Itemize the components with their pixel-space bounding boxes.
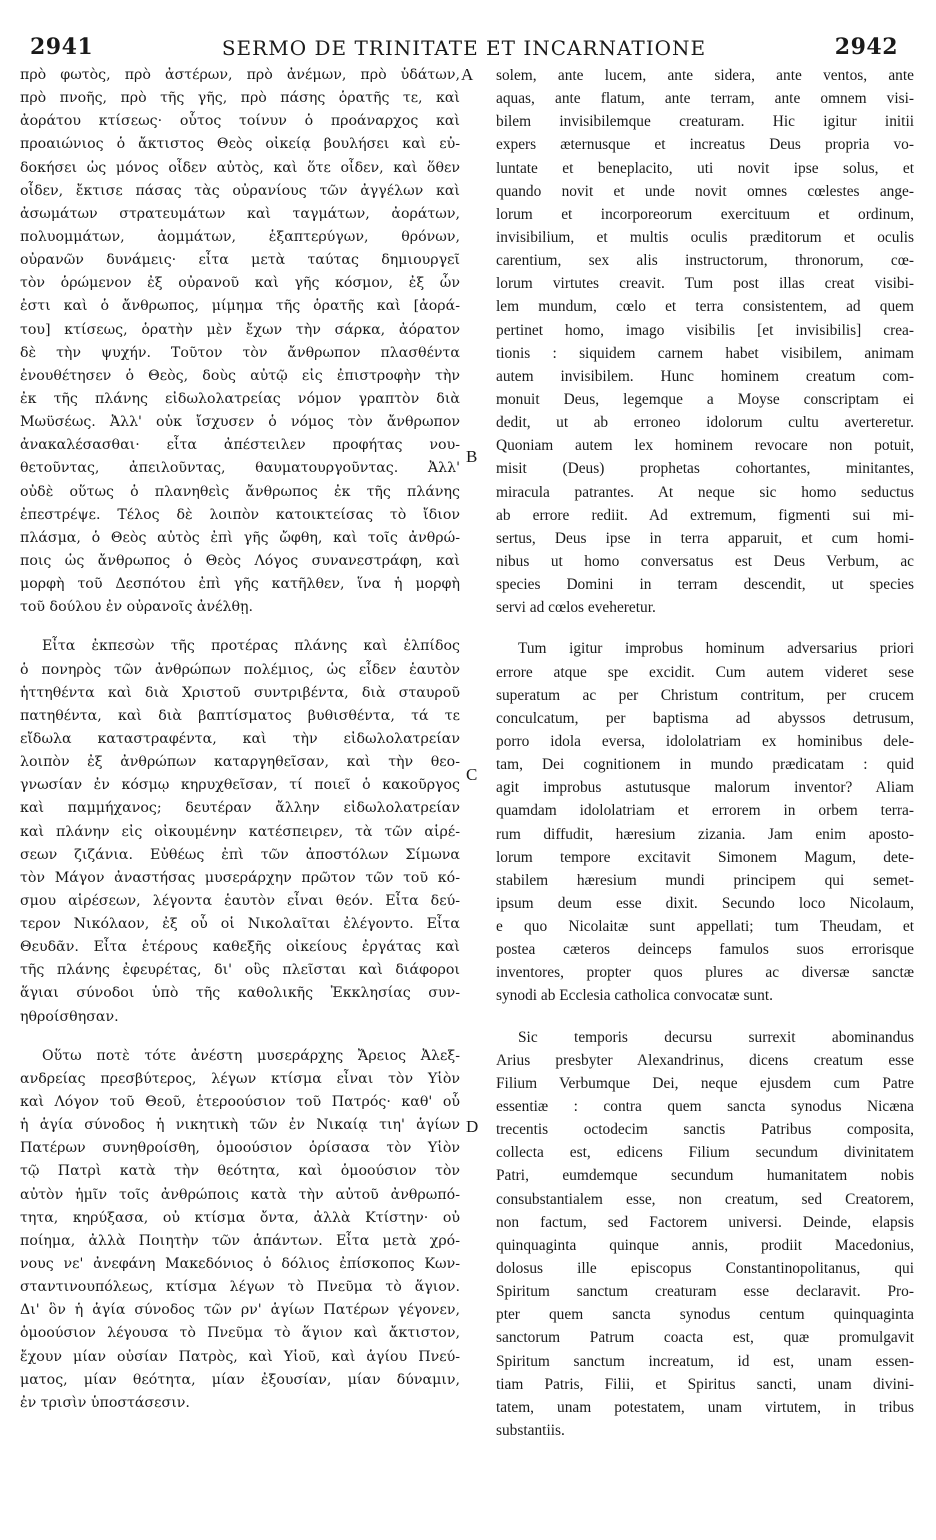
- text-line: πολυομμάτων, ἀομμάτων, ἑξαπτερύγων, θρόνων,: [20, 228, 460, 245]
- text-line: Arius presbyter Alexandrinus, dicens creatum esse: [496, 1051, 914, 1069]
- text-line: σταντινουπόλεως, κτίσμα λέγων τὸ Πνεῦμα τὸ ἅγιον.: [20, 1279, 460, 1296]
- text-line: ηθροίσθησαν.: [20, 1008, 119, 1025]
- text-line: ἔχουν μίαν οὐσίαν Πατρὸς, καὶ Υἱοῦ, καὶ ἁγίου Πνεύ-: [20, 1348, 460, 1365]
- text-line: Θευδᾶν. Εἶτα ἑτέρους καθεξῆς οἰκείους ἐργάτας καὶ: [20, 939, 460, 956]
- text-line: lorum tempore excitavit Simonem Magum, dete-: [496, 848, 914, 866]
- text-line: luntate et beneplacito, uti novit ipse solus, et: [496, 159, 914, 177]
- text-line: εἴδωλα καταστραφέντα, καὶ τὴν εἰδωλολατρείαν: [20, 730, 460, 747]
- text-line: solem, ante lucem, ante sidera, ante ventos, ante: [496, 67, 914, 84]
- text-line: porro idola eversa, idololatriam ex hominibus dele-: [496, 732, 914, 750]
- text-line: ἐκ τῆς πλάνης εἰδωλολατρείας νόμον γραπτὸν διὰ: [20, 390, 460, 407]
- text-line: καὶ Λόγον τοῦ Θεοῦ, ἑτεροούσιον τοῦ Πατρός· καθ' οὗ: [20, 1094, 460, 1111]
- text-line: Spiritum sanctum creaturam esse declaravit. Pro-: [496, 1283, 914, 1301]
- text-line: stabilem hæresium mundi principem qui semet-: [496, 871, 914, 889]
- text-line: servi ad cœlos eveheretur.: [496, 599, 656, 617]
- text-line: quinquaginta quinque annis, prodiit Macedonius,: [496, 1236, 914, 1254]
- text-line: sertus, Deus ipse in terra apparuit, et cum homi-: [496, 529, 914, 547]
- text-line: errore atque spe excidit. Cum autem videret sese: [496, 663, 914, 681]
- text-line: ποίημα, ἀλλὰ Ποιητὴν τῶν ἁπάντων. Εἶτα μετὰ χρό-: [20, 1232, 460, 1249]
- latin-paragraph-1: [496, 64, 914, 619]
- text-line: carentium, sex alis instructorum, thronorum, cœ-: [496, 252, 914, 270]
- greek-paragraph-3: [20, 1045, 460, 1415]
- text-line: e quo Nicolaitæ sunt appellati; tum Theudam, et: [496, 918, 914, 936]
- text-line: lem mundum, cœlo et terra consistentem, ad quem: [496, 298, 914, 316]
- text-line: lorum et incorporeorum exercituum et ordinum,: [496, 205, 914, 223]
- text-line: tatem, unam potestatem, unam virtutem, in tribus: [496, 1398, 914, 1416]
- paragraph-gap: [496, 1008, 914, 1026]
- latin-column: [496, 64, 914, 1442]
- text-line: τῆς πλάνης ἐφευρέτας, δι' οὓς πλεῖσται καὶ διάφοροι: [20, 962, 460, 979]
- latin-paragraph-2: [496, 637, 914, 1007]
- greek-column: [20, 64, 460, 1415]
- text-line: sanctorum Patrum coacta est, quæ promulgavit: [496, 1329, 914, 1347]
- text-line: του] κτίσεως, ὁρατὴν μὲν ἔχων τὴν σάρκα, ἀόρατον: [20, 321, 460, 338]
- text-line: lorum virtutes creavit. Tum post illas creat visibi-: [496, 275, 914, 293]
- text-line: ἀσωμάτων στρατευμάτων καὶ ταγμάτων, ἀοράτων,: [20, 205, 460, 222]
- text-line: πλάσμα, ὁ Θεὸς αὐτὸς ἐπὶ γῆς ὤφθη, καὶ τοῖς ἀνθρώ-: [20, 529, 460, 546]
- text-line: Πατέρων συνηθροίσθη, ὁμοούσιον ὁρίσασα τὸν Υἱὸν: [20, 1140, 460, 1157]
- text-line: quamdam idololatriam et errorem in orbem terra-: [496, 802, 914, 820]
- text-line: ἀνακαλέσασθαι· εἶτα ἀπέστειλεν προφήτας νου-: [20, 437, 460, 454]
- text-line: aquas, ante flatum, ante terram, ante omnem visi-: [496, 90, 914, 108]
- text-line: ἐπεστρέψε. Τέλος δὲ λοιπὸν κατοικτείσας τὸ ἴδιον: [20, 506, 460, 523]
- running-title: SERMO DE TRINITATE ET INCARNATIONE: [221, 36, 707, 60]
- text-line: ματος, μίαν θεότητα, μίαν ἐξουσίαν, μίαν δύναμιν,: [20, 1371, 460, 1388]
- text-line: synodi ab Ecclesia catholica convocatæ sunt.: [496, 987, 773, 1005]
- text-line: Εἶτα ἐκπεσὼν τῆς προτέρας πλάνης καὶ ἐλπίδος: [42, 638, 460, 655]
- text-line: Filium Verbumque Dei, neque ejusdem cum Patre: [496, 1074, 914, 1092]
- text-line: Οὕτω ποτὲ τότε ἀνέστη μυσεράρχης Ἄρειος Ἀλεξ-: [42, 1047, 460, 1064]
- text-line: conculcatum, per baptisma ad abyssos detrusum,: [496, 709, 914, 727]
- text-line: τὸν Μάγον ἀναστήσας μυσεράρχην πρῶτον τῶν τοῦ κό-: [20, 869, 460, 886]
- margin-marker-a: A: [461, 65, 474, 84]
- greek-paragraph-2: [20, 635, 460, 1028]
- text-line: σμου αἱρέσεων, λέγοντα ἑαυτὸν εἶναι θεόν. Εἶτα δεύ-: [20, 892, 460, 909]
- text-line: tiam Patris, Filii, et Spiritus sancti, unam divini-: [496, 1375, 914, 1393]
- text-line: ἡττηθέντα καὶ διὰ Χριστοῦ συντριβέντα, διὰ σταυροῦ: [20, 684, 460, 701]
- text-line: οἶδεν, ἔκτισε πάσας τὰς οὐρανίους τῶν ἀγγέλων καὶ: [20, 182, 460, 199]
- text-line: bilem invisibilemque creaturam. Hic igitur initii: [496, 113, 914, 131]
- text-line: προαιώνιος ὁ ἄκτιστος Θεὸς οἰκείᾳ βουλήσει καὶ εὐ-: [20, 136, 460, 153]
- text-line: τὸν ὁρώμενον ἐξ οὐρανοῦ καὶ γῆς κόσμον, ἐξ ὧν: [20, 275, 460, 292]
- text-line: δοκήσει ὡς μόνος οἶδεν αὐτὸς, καὶ ὅτε οἶδεν, καὶ ὅθεν: [20, 159, 460, 176]
- text-line: quando novit et unde novit omnes cœlestes ange-: [496, 182, 914, 200]
- text-line: τῷ Πατρὶ κατὰ τὴν θεότητα, καὶ ὁμοούσιον τὸν: [20, 1163, 460, 1180]
- text-line: ipsum deum esse dixit. Secundo loco Nicolaum,: [496, 894, 914, 912]
- text-line: pter quem sancta synodus centum quinquaginta: [496, 1306, 914, 1324]
- text-line: οὐδὲ οὕτως ὁ πλανηθεὶς ἄνθρωπος ἐκ τῆς πλάνης: [20, 483, 460, 500]
- text-line: καὶ πλάνην εἰς οἰκουμένην κατέσπειρεν, τὰ τῶν αἱρέ-: [20, 823, 460, 840]
- text-line: essentiæ : contra quem sancta synodus Nicæna: [496, 1098, 914, 1116]
- right-column-number: 2942: [834, 34, 898, 60]
- text-line: τητα, κηρύξασα, οὐ κτίσμα ὄντα, ἀλλὰ Κτίστην· οὐ: [20, 1209, 460, 1226]
- text-line: καὶ παμμήχανος; δευτέραν ἄλλην εἰδωλολατρείαν: [20, 800, 460, 817]
- text-line: Sic temporis decursu surrexit abominandus: [518, 1028, 914, 1046]
- text-line: non factum, sed Factorem universi. Deinde, elapsis: [496, 1213, 914, 1231]
- text-line: Quoniam autem lex hominem revocare non potuit,: [496, 437, 914, 455]
- greek-paragraph-1: [20, 64, 460, 619]
- text-line: πρὸ πνοῆς, πρὸ τῆς γῆς, πρὸ πάσης ὁρατῆς τε, καὶ: [20, 90, 460, 107]
- text-line: δὲ τὴν ψυχήν. Τοῦτον τὸν ἄνθρωπον πλασθέντα: [20, 344, 460, 361]
- text-line: tam, Dei cognitionem in mundo prædicatam : quid: [496, 756, 914, 774]
- text-line: Tum igitur improbus hominum adversarius priori: [518, 640, 914, 658]
- text-line: autem invisibilem. Hunc hominem creatum com-: [496, 367, 914, 385]
- text-line: μορφὴ τοῦ Δεσπότου ἐπὶ γῆς κατῆλθεν, ἵνα ἡ μορφὴ: [20, 576, 460, 593]
- text-line: postea cæteros deinceps famulos suos errorisque: [496, 941, 914, 959]
- text-line: species Domini in terram descendit, ut species: [496, 576, 914, 594]
- text-line: agit improbus astutusque malorum inventor? Aliam: [496, 779, 914, 797]
- text-line: invisibilium, et multis oculis præditorum et oculis: [496, 228, 914, 246]
- text-line: ἡ ἁγία σύνοδος ἡ νικητικὴ τῶν ἐν Νικαίᾳ τιη' ἁγίων: [20, 1117, 460, 1134]
- latin-paragraph-3: [496, 1026, 914, 1443]
- text-line: dedit, ut ab erroneo idolorum cultu averteretur.: [496, 414, 914, 432]
- text-line: nibus ut homo conversatus est Deus Verbum, ac: [496, 552, 914, 570]
- text-line: Patri, eumdemque secundum humanitatem nobis: [496, 1167, 914, 1185]
- text-line: expers æternusque et increatus Deus propria vo-: [496, 136, 914, 154]
- text-line: σεων ζιζάνια. Εὐθέως ἐπὶ τῶν ἀποστόλων Σίμωνα: [20, 846, 460, 863]
- text-line: ὁ πονηρὸς τῶν ἀνθρώπων πολέμιος, ὡς εἶδεν ἑαυτὸν: [20, 661, 460, 678]
- text-line: ανδρείας πρεσβύτερος, λέγων κτίσμα εἶναι τὸν Υἱὸν: [20, 1070, 460, 1087]
- text-line: θετοῦντας, ἀπειλοῦντας, θαυματουργοῦντας. Ἀλλ': [20, 460, 460, 477]
- text-line: ab errore rediit. Ad extremum, figmenti sui mi-: [496, 506, 914, 524]
- text-line: πρὸ φωτὸς, πρὸ ἀστέρων, πρὸ ἀνέμων, πρὸ ὑδάτων,: [20, 67, 460, 83]
- paragraph-gap: [20, 1029, 460, 1045]
- text-line: consubstantialem esse, non creatum, sed Creatorem,: [496, 1190, 914, 1208]
- page-header: [30, 34, 898, 62]
- paragraph-gap: [496, 619, 914, 637]
- text-line: superatum ac per Christum contritum, per crucem: [496, 686, 914, 704]
- text-line: collecta est, edicens Filium secundum divinitatem: [496, 1144, 914, 1162]
- text-line: trecentis octodecim sanctis Patribus composita,: [496, 1121, 914, 1139]
- text-line: pertinet homo, imago visibilis [et invisibilis] crea-: [496, 321, 914, 339]
- margin-marker-d: D: [466, 1117, 479, 1136]
- text-line: inventores, propter quos plures ac diversæ sanctæ: [496, 964, 914, 982]
- text-line: tionis : siquidem carnem habet visibilem, animam: [496, 344, 914, 362]
- text-line: αὐτὸν ἡμῖν τοῖς ἀνθρώποις κατὰ τὴν αὐτοῦ ἀνθρωπό-: [20, 1186, 460, 1203]
- text-line: misit (Deus) prophetas cohortantes, minitantes,: [496, 460, 914, 478]
- text-line: ἅγιαι σύνοδοι ὑπὸ τῆς καθολικῆς Ἐκκλησίας συν-: [20, 985, 460, 1002]
- text-line: Μωϋσέως. Ἀλλ' οὐκ ἴσχυσεν ὁ νόμος τὸν ἄνθρωπον: [20, 414, 460, 431]
- text-line: πατηθέντα, καὶ διὰ βαπτίσματος βυθισθέντα, τά τε: [20, 707, 460, 724]
- text-line: γνωσίαν ἐν κόσμῳ κηρυχθεῖσαν, τί ποιεῖ ὁ κακοῦργος: [20, 777, 460, 794]
- text-line: οὐρανῶν δυνάμεις· εἶτα μετὰ ταύτας δημιουργεῖ: [20, 252, 460, 269]
- text-line: dolosus ille episcopus Constantinopolitanus, qui: [496, 1260, 914, 1278]
- text-line: Δι' ὃν ἡ ἁγία σύνοδος τῶν ρν' ἁγίων Πατέρων γέγονεν,: [20, 1302, 460, 1319]
- text-line: λοιπὸν ἐξ ἀνθρώπων καταργηθεῖσαν, καὶ τὴν θεο-: [20, 754, 460, 771]
- text-line: ὁμοούσιον λέγουσα τὸ Πνεῦμα τὸ ἅγιον καὶ ἄκτιστον,: [20, 1325, 460, 1342]
- text-line: ἐνουθέτησεν ὁ Θεὸς, δοὺς αὐτῷ εἰς ἐπιστροφὴν τὴν: [20, 367, 460, 384]
- text-line: miracula patrantes. At neque sic homo seductus: [496, 483, 914, 501]
- paragraph-gap: [20, 619, 460, 635]
- text-line: ἐν τρισὶν ὑποστάσεσιν.: [20, 1394, 190, 1411]
- text-line: monuit Deus, legemque a Moyse conscriptam ei: [496, 390, 914, 408]
- margin-marker-c: C: [466, 765, 478, 784]
- text-line: Spiritum sanctum increatum, id est, unam essen-: [496, 1352, 914, 1370]
- text-line: νους νε' ἀνεφάνη Μακεδόνιος ὁ δόλιος ἐπίσκοπος Κων-: [20, 1256, 460, 1273]
- text-line: τοῦ δούλου ἐν οὐρανοῖς ἀνέλθῃ.: [20, 599, 254, 616]
- text-line: ποις ὡς ἄνθρωπος ὁ Θεὸς Λόγος συνανεστράφη, καὶ: [20, 552, 460, 569]
- left-column-number: 2941: [30, 34, 94, 60]
- text-line: rum diffudit, hæresium zizania. Jam enim aposto-: [496, 825, 914, 843]
- text-line: ἐστι καὶ ὁ ἄνθρωπος, μίμημα τῆς ὁρατῆς καὶ [ἀορά-: [20, 298, 460, 315]
- text-line: τερον Νικόλαον, ἐξ οὗ οἱ Νικολαῖται ἐλέγοντο. Εἶτα: [20, 916, 460, 933]
- text-line: ἀοράτου κτίσεως· οὗτος τοίνυν ὁ προάναρχος καὶ: [20, 113, 460, 130]
- margin-marker-b: B: [466, 447, 478, 466]
- text-line: substantiis.: [496, 1422, 565, 1440]
